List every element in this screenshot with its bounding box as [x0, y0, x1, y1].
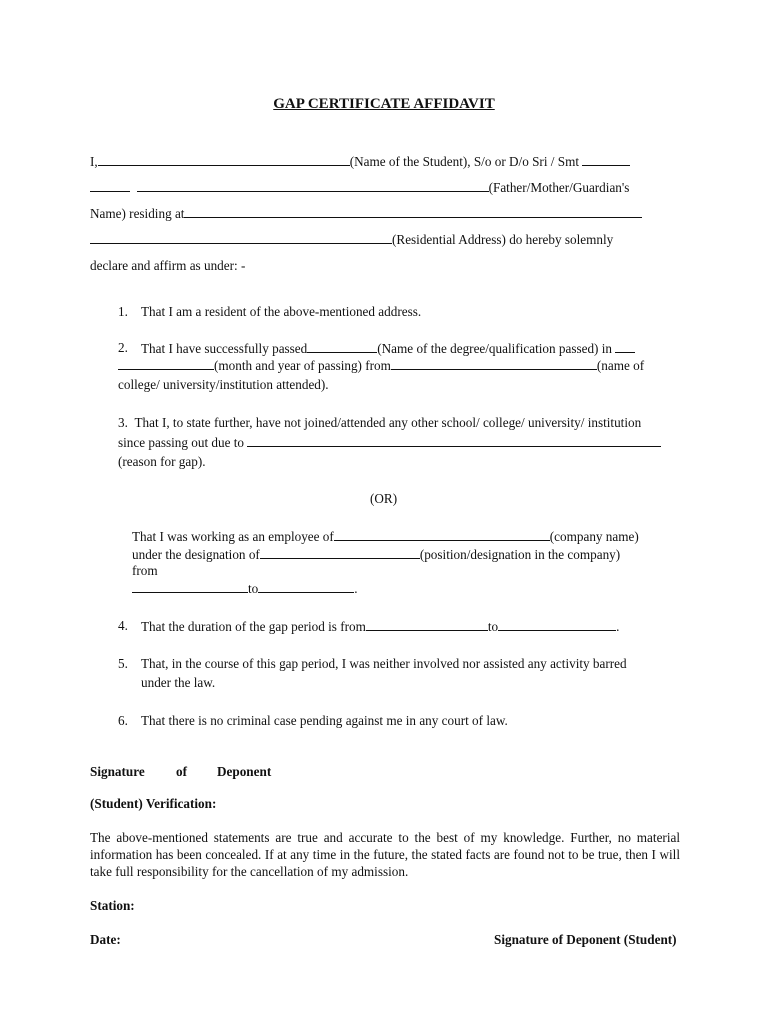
item-6-text: That there is no criminal case pending against me in any court of law. — [141, 713, 508, 728]
item-2-part-d: (name of — [596, 358, 645, 373]
item-3-line-2 — [118, 434, 661, 451]
item-4-part-a: That the duration of the gap period is from — [141, 619, 366, 634]
verification-heading: (Student) Verification: — [90, 796, 217, 811]
employment-line-1 — [132, 528, 639, 545]
item-2-number: 2. — [118, 340, 128, 355]
item-2-line-2 — [118, 357, 644, 374]
institution-blank — [391, 357, 597, 370]
item-5-line-2: under the law. — [141, 675, 216, 690]
intro-line-3 — [90, 205, 642, 222]
item-4-number: 4. — [118, 618, 128, 633]
item-1-text: That I am a resident of the above-mentioned address. — [141, 304, 422, 319]
deponent-signature-label: Signature of Deponent (Student) — [494, 932, 677, 947]
document-title: GAP CERTIFICATE AFFIDAVIT — [273, 96, 495, 112]
i-prefix: I, — [90, 154, 98, 169]
verification-statement: The above-mentioned statements are true and accurate to the best of my knowledge. Further, no material information has been concealed. If at any time in the future, the stated facts are found not to be true, then I will take full responsibility for the cancellation of my admission. — [90, 830, 680, 879]
employment-part-b: (company name) — [549, 529, 639, 544]
address-label: (Residential Address) do hereby solemnly — [392, 232, 614, 247]
signature-word-2: of — [176, 764, 187, 779]
or-separator: (OR) — [370, 491, 398, 506]
item-2-part-c: (month and year of passing) from — [214, 358, 391, 373]
item-5-number: 5. — [118, 656, 128, 671]
employment-to-blank — [258, 580, 354, 593]
gap-reason-blank — [247, 434, 661, 447]
item-4-line — [141, 618, 619, 635]
employment-line-2 — [132, 546, 620, 563]
item-4-to-label: to — [487, 619, 499, 634]
employment-to-label: to — [248, 581, 259, 596]
address-blank — [90, 231, 392, 244]
employment-from-blank — [132, 580, 248, 593]
item-3-number: 3. — [118, 415, 128, 430]
item-3-line-1 — [118, 415, 641, 431]
date-label: Date: — [90, 932, 121, 947]
declare-line: declare and affirm as under: - — [90, 258, 246, 273]
degree-blank — [307, 340, 377, 353]
guardian-label: (Father/Mother/Guardian's — [488, 180, 630, 195]
employment-period: . — [354, 581, 358, 596]
guardian-name-blank — [137, 179, 489, 192]
item-2-line-3: college/ university/institution attended). — [118, 377, 329, 392]
residence-blank — [184, 205, 642, 218]
intro-line-4 — [90, 231, 613, 248]
item-3-line-3: (reason for gap). — [118, 454, 206, 469]
item-3-part-b: since passing out due to — [118, 435, 244, 450]
item-4-period: . — [616, 619, 620, 634]
item-6-number: 6. — [118, 713, 128, 728]
employment-part-c: under the designation of — [132, 547, 260, 562]
passing-date-blank — [615, 340, 635, 353]
student-name-blank — [98, 153, 350, 166]
employment-part-a: That I was working as an employee of — [132, 529, 334, 544]
employment-line-3: from — [132, 563, 158, 578]
passing-date-blank-cont — [118, 357, 214, 370]
parent-name-blank — [582, 153, 630, 166]
station-label: Station: — [90, 898, 135, 913]
item-2-line-1 — [141, 340, 635, 357]
item-5-line-1: That, in the course of this gap period, I was neither involved nor assisted any activity barred — [141, 656, 627, 671]
item-2-part-a: That I have successfully passed — [141, 341, 308, 356]
parent-name-blank-cont — [90, 179, 130, 192]
designation-blank — [260, 546, 420, 559]
intro-line-1 — [90, 153, 630, 170]
signature-word-1: Signature — [90, 764, 145, 779]
gap-to-blank — [498, 618, 616, 631]
signature-word-3: Deponent — [217, 764, 272, 779]
employment-part-d: (position/designation in the company) — [419, 547, 621, 562]
student-name-label: (Name of the Student), S/o or D/o Sri / Smt — [349, 154, 580, 169]
intro-line-2 — [90, 179, 629, 196]
employment-line-4 — [132, 580, 358, 597]
item-1-number: 1. — [118, 304, 128, 319]
item-3-part-a: That I, to state further, have not joined/attended any other school/ college/ university/ institution — [134, 415, 642, 430]
name-residing-label: Name) residing at — [90, 206, 185, 221]
item-2-part-b: (Name of the degree/qualification passed) in — [377, 341, 612, 356]
company-name-blank — [334, 528, 550, 541]
gap-from-blank — [366, 618, 488, 631]
